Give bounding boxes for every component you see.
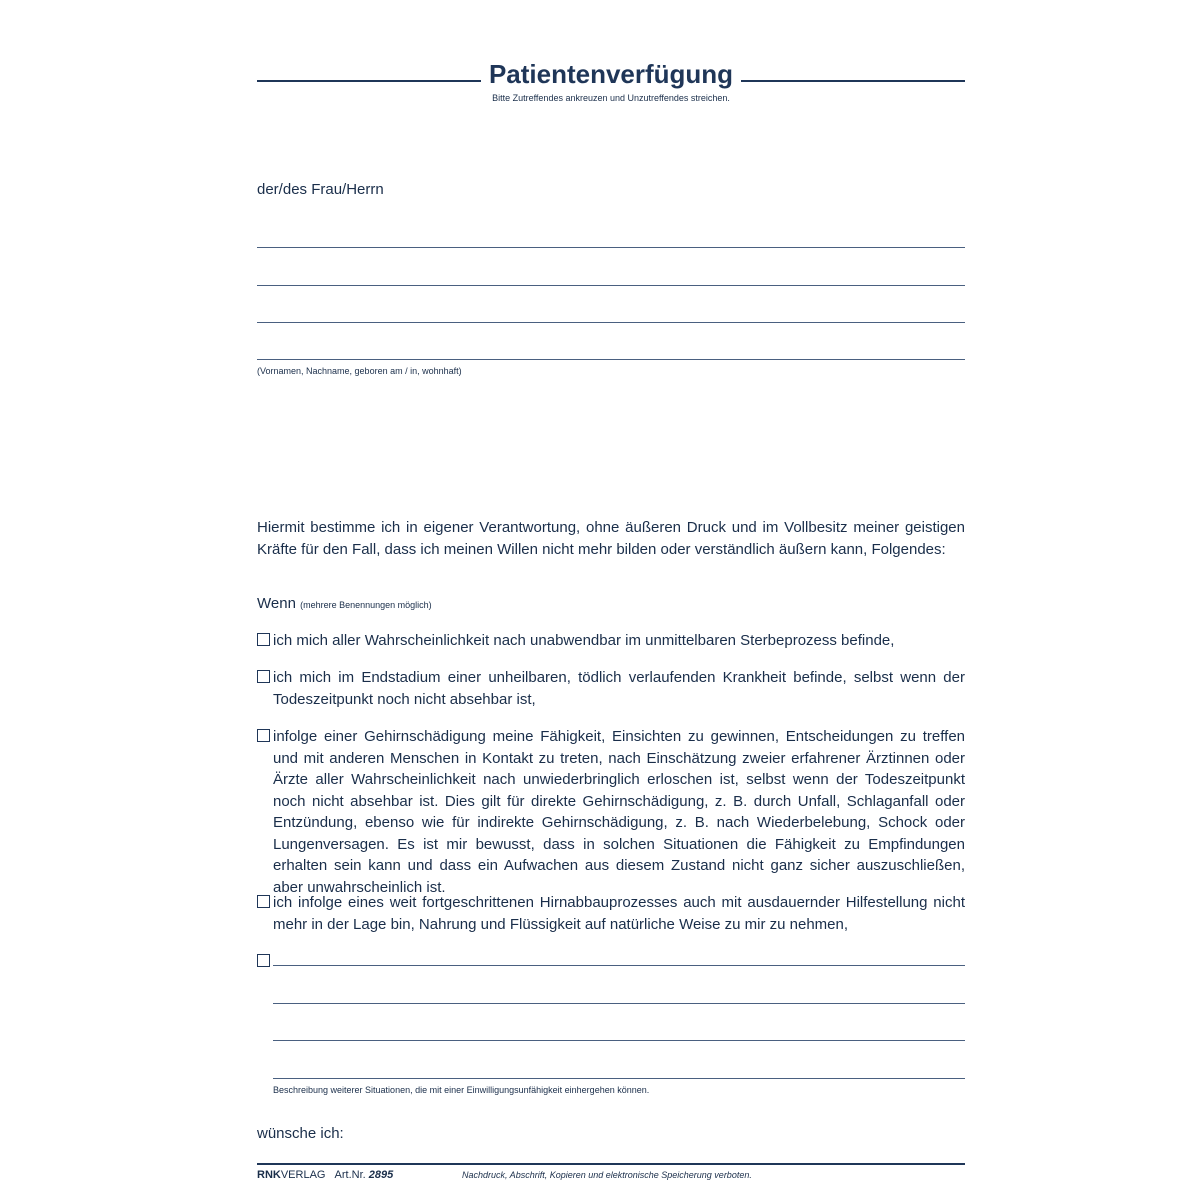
option-3-checkbox[interactable]: [257, 729, 270, 742]
title-rule-left: [257, 80, 481, 82]
wenn-heading: [257, 593, 432, 616]
title-row: [257, 54, 965, 94]
option-2-text: ich mich im Endstadium einer unheilbaren, tödlich verlaufenden Krankheit befinde, selbst wenn der Todeszeitpunkt noch nicht absehbar ist,: [273, 669, 965, 708]
footer-rule: [257, 1163, 965, 1165]
person-label: der/des Frau/Herrn: [257, 181, 384, 198]
page-subtitle: Bitte Zutreffendes ankreuzen und Unzutreffendes streichen.: [492, 93, 730, 103]
page-title: Patientenverfügung: [488, 58, 734, 89]
person-line-1[interactable]: [257, 247, 965, 248]
other-line-4[interactable]: [273, 1078, 965, 1079]
publisher-brand-rest: VERLAG: [280, 1169, 326, 1181]
wenn-label: Wenn: [257, 595, 296, 612]
other-caption: Beschreibung weiterer Situationen, die mit einer Einwilligungsunfähigkeit einhergehen können.: [273, 1085, 650, 1095]
option-2-checkbox[interactable]: [257, 670, 270, 683]
other-line-1[interactable]: [273, 965, 965, 966]
option-3-text: infolge einer Gehirnschädigung meine Fähigkeit, Einsichten zu gewinnen, Entscheidungen zu treffen und mit anderen Menschen in Kontakt zu treten, nach Einschätzung zweier erfahrener Ärztinnen oder Ärzte aller Wahrscheinlichkeit nach unwiederbringlich erloschen ist, selbst wenn der Todeszeitpunkt noch nicht absehbar ist. Dies gilt für direkte Gehirnschädigung, z. B. durch Unfall, Schlaganfall oder Entzündung, ebenso wie für indirekte Gehirnschädigung, z. B. nach Wiederbelebung, Schock oder Lungenversagen. Es ist mir bewusst, dass in solchen Situationen die Fähigkeit zu Empfindungen erhalten sein kann und dass ein Aufwachen aus diesem Zustand nicht ganz sicher auszuschließen, aber unwahrscheinlich ist.: [273, 728, 965, 896]
title-rule-right: [741, 80, 965, 82]
wish-label: wünsche ich:: [257, 1125, 344, 1142]
option-3: [257, 726, 965, 898]
option-5-checkbox[interactable]: [257, 954, 270, 967]
option-1-text: ich mich aller Wahrscheinlichkeit nach unabwendbar im unmittelbaren Sterbeprozess befinde,: [273, 632, 895, 649]
form-page: [257, 0, 965, 1200]
copyright-notice: Nachdruck, Abschrift, Kopieren und elektronische Speicherung verboten.: [462, 1170, 752, 1180]
option-1-checkbox[interactable]: [257, 633, 270, 646]
article-label: Art.Nr.: [334, 1169, 366, 1181]
article-number: 2895: [368, 1169, 394, 1181]
option-4-text: ich infolge eines weit fortgeschrittenen Hirnabbauprozesses auch mit ausdauernder Hilfestellung nicht mehr in der Lage bin, Nahrung und Flüssigkeit auf natürliche Weise zu mir zu nehmen,: [273, 894, 965, 933]
other-line-3[interactable]: [273, 1040, 965, 1041]
option-4: [257, 892, 965, 935]
option-4-checkbox[interactable]: [257, 895, 270, 908]
option-2: [257, 667, 965, 710]
intro-paragraph: Hiermit bestimme ich in eigener Verantwortung, ohne äußeren Druck und im Vollbesitz meiner geistigen Kräfte für den Fall, dass ich meinen Willen nicht mehr bilden oder verständlich äußern kann, Folgendes:: [257, 519, 965, 558]
option-1: [257, 630, 965, 652]
person-line-3[interactable]: [257, 322, 965, 323]
wenn-note: (mehrere Benennungen möglich): [300, 600, 432, 610]
footer: [257, 1169, 965, 1181]
publisher-brand: RNK: [257, 1169, 281, 1181]
person-line-2[interactable]: [257, 285, 965, 286]
other-line-2[interactable]: [273, 1003, 965, 1004]
person-caption: (Vornamen, Nachname, geboren am / in, wohnhaft): [257, 366, 462, 376]
person-line-4[interactable]: [257, 359, 965, 360]
